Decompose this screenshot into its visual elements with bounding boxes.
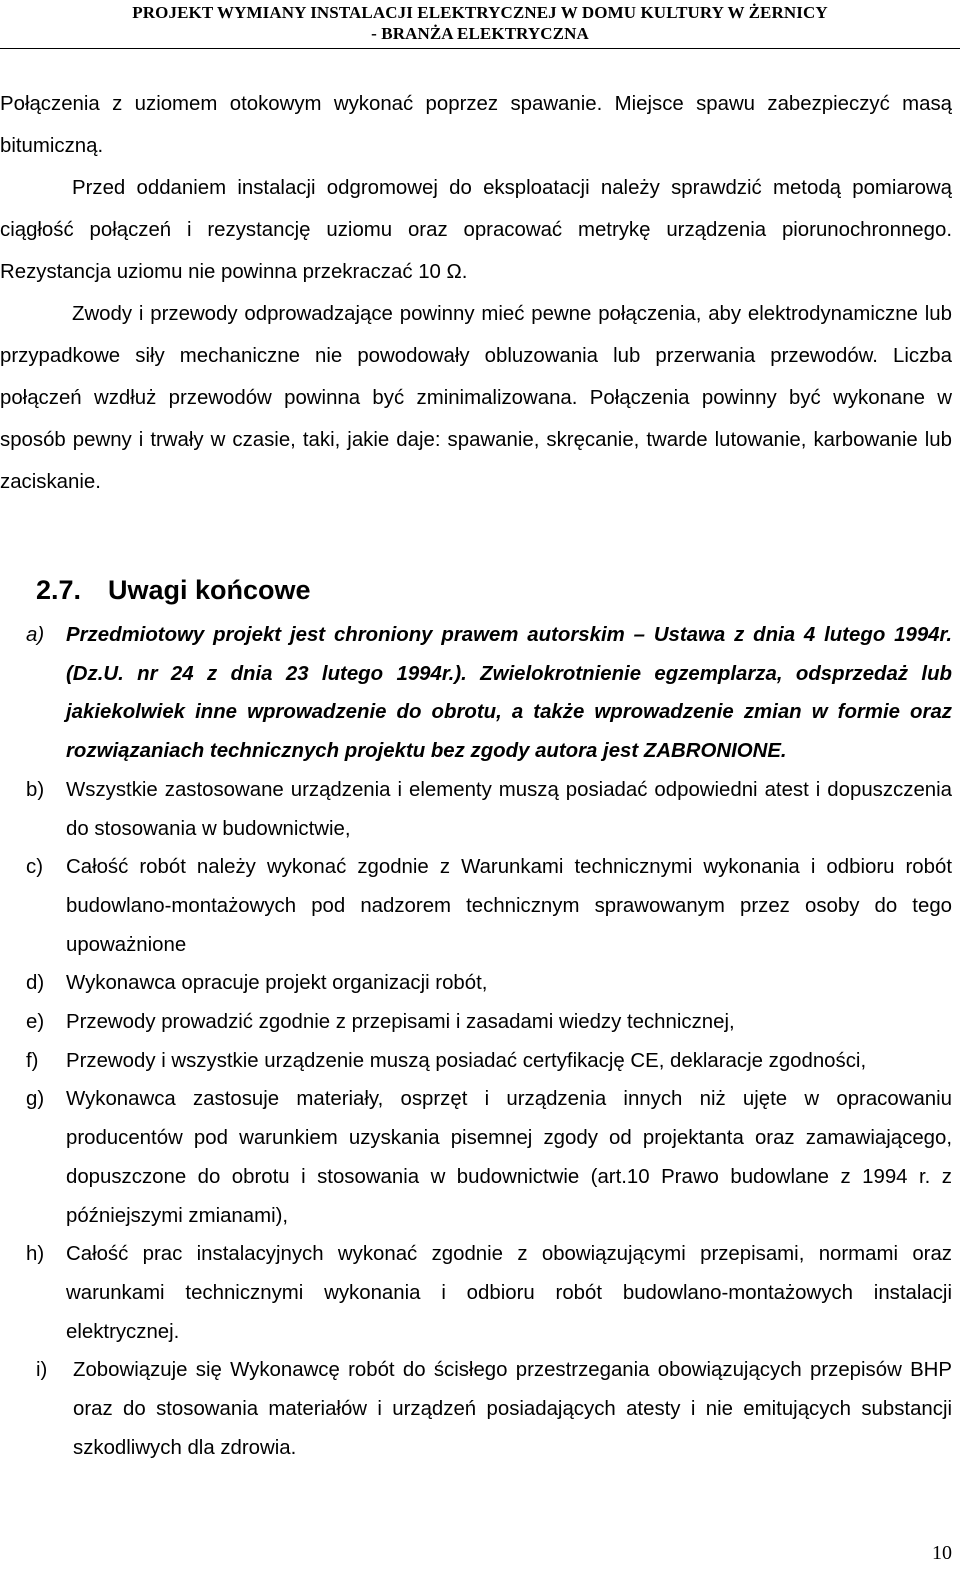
list-item-d bbox=[0, 964, 952, 1003]
list-item-label: d) bbox=[26, 972, 45, 995]
list-item-text: Przewody prowadzić zgodnie z przepisami i zasadami wiedzy technicznej, bbox=[66, 1011, 735, 1034]
list-item-text: Przewody i wszystkie urządzenie muszą posiadać certyfikację CE, deklaracje zgodności, bbox=[66, 1049, 867, 1072]
list-item-label: e) bbox=[26, 1011, 45, 1034]
list-item-label: f) bbox=[26, 1049, 39, 1072]
list-item-text: Całość prac instalacyjnych wykonać zgodnie z obowiązującymi przepisami, normami oraz warunkami technicznymi wykonania i odbioru robót budowlano-montażowych instalacji elektrycznej. bbox=[66, 1243, 952, 1343]
paragraph-testing: Przed oddaniem instalacji odgromowej do eksploatacji należy sprawdzić metodą pomiarową ciągłość połączeń i rezystancję uziomu oraz opracować metrykę urządzenia piorunochronnego. Rezystancja uziomu nie powinna przekraczać 10 Ω. bbox=[0, 177, 952, 283]
list-item-text: Wykonawca opracuje projekt organizacji robót, bbox=[66, 972, 488, 995]
paragraph-connections: Zwody i przewody odprowadzające powinny mieć pewne połączenia, aby elektrodynamiczne lub przypadkowe siły mechaniczne nie powodowały obluzowania lub przerwania przewodów. Liczba połączeń wzdłuż przewodów powinna być zminimalizowana. Połączenia powinny być wykonane w sposób pewny i trwały w czasie, taki, jakie daje: spawanie, skręcanie, twarde lutowanie, karbowanie lub zaciskanie. bbox=[0, 303, 952, 493]
list-item-g bbox=[0, 1080, 952, 1235]
list-item-text: Zobowiązuje się Wykonawcę robót do ścisłego przestrzegania obowiązujących przepisów BHP oraz do stosowania materiałów i urządzeń posiadających atesty i nie emitujących substancji szkodliwych dla zdrowia. bbox=[73, 1359, 952, 1459]
list-item-text: Wszystkie zastosowane urządzenia i elementy muszą posiadać odpowiedni atest i dopuszczenia do stosowania w budownictwie, bbox=[66, 778, 952, 840]
list-item-c bbox=[0, 848, 952, 964]
list-item-i bbox=[0, 1351, 952, 1467]
header-title: PROJEKT WYMIANY INSTALACJI ELEKTRYCZNEJ W DOMU KULTURY W ŻERNICY bbox=[132, 3, 828, 22]
list-item-label: a) bbox=[26, 624, 45, 646]
list-item-text: Wykonawca zastosuje materiały, osprzęt i urządzenia innych niż ujęte w opracowaniu producentów pod warunkiem uzyskania pisemnej zgody od projektanta oraz zamawiającego, dopuszczone do obrotu i stosowania w budownictwie (art.10 Prawo budowlane z 1994 r. z późniejszymi zmianami), bbox=[66, 1088, 952, 1227]
list-item-label: b) bbox=[26, 778, 45, 801]
list-item-h bbox=[0, 1235, 952, 1351]
paragraph-bonding: Połączenia z uziomem otokowym wykonać poprzez spawanie. Miejsce spawu zabezpieczyć masą bitumiczną. bbox=[0, 93, 952, 157]
list-item-text: Całość robót należy wykonać zgodnie z Warunkami technicznymi wykonania i odbioru robót budowlano-montażowych pod nadzorem technicznym sprawowanym przez osoby do tego upoważnione bbox=[66, 856, 952, 956]
section-heading bbox=[36, 568, 311, 612]
list-item-text: Przedmiotowy projekt jest chroniony prawem autorskim – Ustawa z dnia 4 lutego 1994r. (Dz.U. nr 24 z dnia 23 lutego 1994r.). Zwielokrotnienie egzemplarza, odsprzedaż lub jakiekolwiek inne wprowadzenie do obrotu, a także wprowadzenie zmian w formie oraz rozwiązaniach technicznych projektu bez zgody autora jest ZABRONIONE. bbox=[66, 624, 952, 763]
list-item-label: g) bbox=[26, 1088, 45, 1111]
list-item-a bbox=[0, 616, 952, 771]
page-header bbox=[0, 2, 960, 44]
section-title: Uwagi końcowe bbox=[108, 575, 311, 605]
list-item-label: c) bbox=[26, 856, 43, 879]
page-number: 10 bbox=[932, 1542, 952, 1564]
remarks-list bbox=[0, 616, 952, 1467]
list-item-label: h) bbox=[26, 1243, 45, 1266]
section-number: 2.7. bbox=[36, 575, 82, 605]
list-item-e bbox=[0, 1003, 952, 1042]
list-item-b bbox=[0, 771, 952, 848]
header-subtitle: - BRANŻA ELEKTRYCZNA bbox=[371, 24, 589, 43]
body-text bbox=[0, 83, 952, 503]
header-divider bbox=[0, 48, 960, 49]
list-item-f bbox=[0, 1042, 952, 1081]
list-item-label: i) bbox=[36, 1359, 48, 1382]
